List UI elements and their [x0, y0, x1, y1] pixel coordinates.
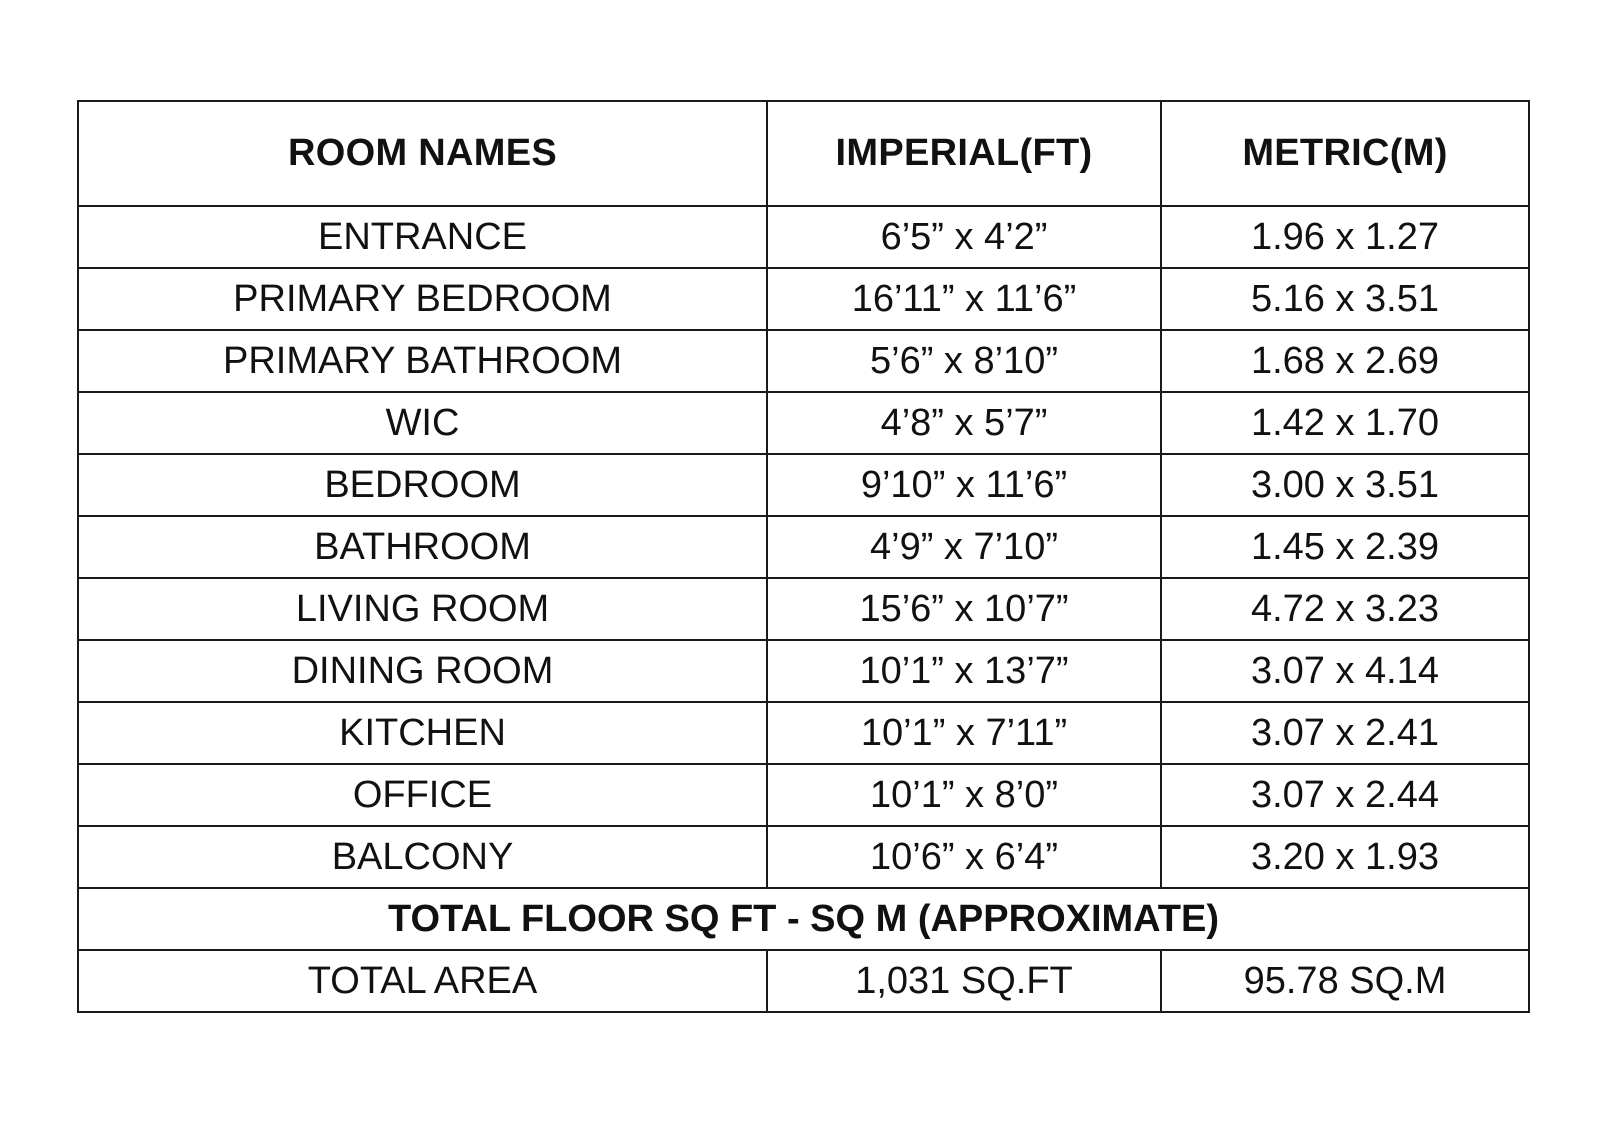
metric-cell: 3.00 x 3.51	[1161, 454, 1529, 516]
room-name-cell: KITCHEN	[78, 702, 767, 764]
total-area-imperial: 1,031 SQ.FT	[767, 950, 1161, 1012]
total-area-row	[78, 950, 1529, 1012]
room-name-cell: PRIMARY BATHROOM	[78, 330, 767, 392]
imperial-cell: 5’6” x 8’10”	[767, 330, 1161, 392]
table-row	[78, 702, 1529, 764]
metric-cell: 5.16 x 3.51	[1161, 268, 1529, 330]
imperial-cell: 10’6” x 6’4”	[767, 826, 1161, 888]
table-body	[78, 206, 1529, 1012]
imperial-cell: 16’11” x 11’6”	[767, 268, 1161, 330]
total-area-label: TOTAL AREA	[78, 950, 767, 1012]
imperial-cell: 10’1” x 8’0”	[767, 764, 1161, 826]
metric-cell: 3.07 x 2.41	[1161, 702, 1529, 764]
room-name-cell: DINING ROOM	[78, 640, 767, 702]
header-room-names: ROOM NAMES	[78, 101, 767, 206]
room-name-cell: BEDROOM	[78, 454, 767, 516]
room-name-cell: ENTRANCE	[78, 206, 767, 268]
header-row	[78, 101, 1529, 206]
table-row	[78, 640, 1529, 702]
total-heading-row	[78, 888, 1529, 950]
room-name-cell: BATHROOM	[78, 516, 767, 578]
imperial-cell: 6’5” x 4’2”	[767, 206, 1161, 268]
header-imperial: IMPERIAL(FT)	[767, 101, 1161, 206]
table-row	[78, 392, 1529, 454]
room-name-cell: LIVING ROOM	[78, 578, 767, 640]
room-name-cell: OFFICE	[78, 764, 767, 826]
header-metric: METRIC(M)	[1161, 101, 1529, 206]
table-row	[78, 826, 1529, 888]
total-floor-heading: TOTAL FLOOR SQ FT - SQ M (APPROXIMATE)	[78, 888, 1529, 950]
imperial-cell: 4’9” x 7’10”	[767, 516, 1161, 578]
imperial-cell: 10’1” x 7’11”	[767, 702, 1161, 764]
table-row	[78, 206, 1529, 268]
room-name-cell: PRIMARY BEDROOM	[78, 268, 767, 330]
table-row	[78, 454, 1529, 516]
metric-cell: 1.42 x 1.70	[1161, 392, 1529, 454]
metric-cell: 1.96 x 1.27	[1161, 206, 1529, 268]
metric-cell: 3.20 x 1.93	[1161, 826, 1529, 888]
imperial-cell: 4’8” x 5’7”	[767, 392, 1161, 454]
metric-cell: 3.07 x 4.14	[1161, 640, 1529, 702]
table-header	[78, 101, 1529, 206]
metric-cell: 3.07 x 2.44	[1161, 764, 1529, 826]
table-row	[78, 268, 1529, 330]
room-name-cell: BALCONY	[78, 826, 767, 888]
metric-cell: 1.68 x 2.69	[1161, 330, 1529, 392]
imperial-cell: 15’6” x 10’7”	[767, 578, 1161, 640]
room-name-cell: WIC	[78, 392, 767, 454]
total-area-metric: 95.78 SQ.M	[1161, 950, 1529, 1012]
imperial-cell: 9’10” x 11’6”	[767, 454, 1161, 516]
table-row	[78, 578, 1529, 640]
metric-cell: 4.72 x 3.23	[1161, 578, 1529, 640]
imperial-cell: 10’1” x 13’7”	[767, 640, 1161, 702]
table-row	[78, 516, 1529, 578]
table-row	[78, 330, 1529, 392]
metric-cell: 1.45 x 2.39	[1161, 516, 1529, 578]
room-dimensions-table	[77, 100, 1530, 1013]
table-row	[78, 764, 1529, 826]
